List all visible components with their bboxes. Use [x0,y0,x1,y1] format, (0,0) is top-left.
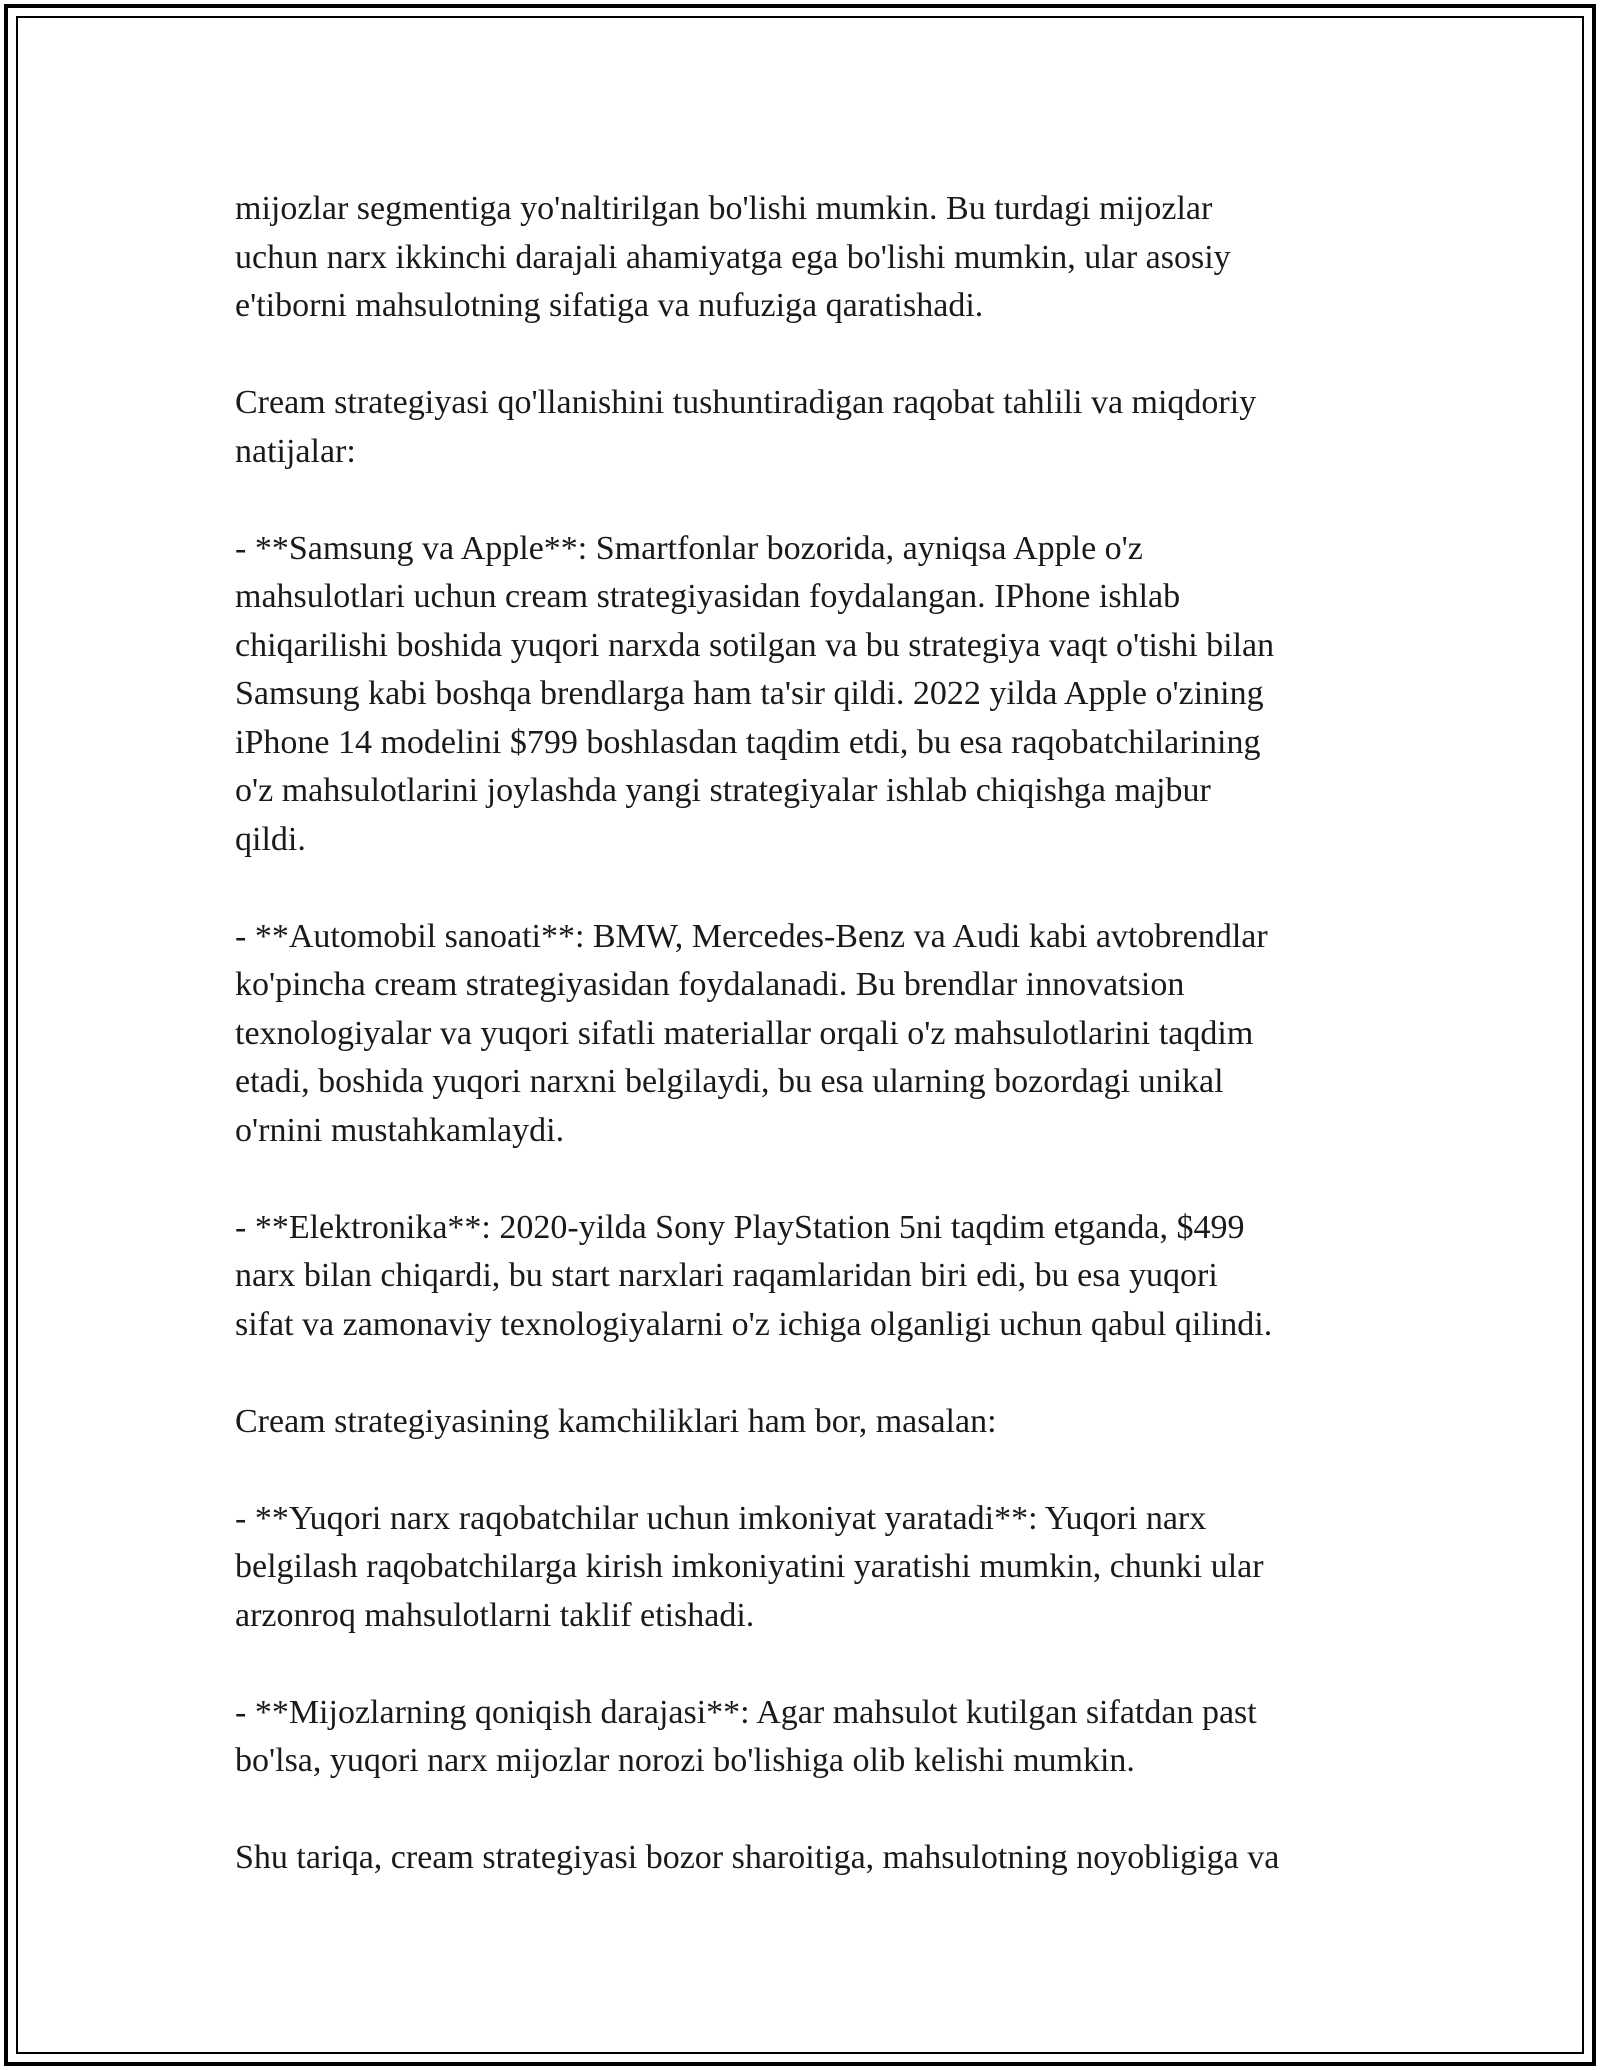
paragraph: Shu tariqa, cream strategiyasi bozor sharoitiga, mahsulotning noyobligiga va [235,1839,1280,1876]
paragraph: - **Yuqori narx raqobatchilar uchun imkoniyat yaratadi**: Yuqori narx belgilash raqobatchilarga kirish imkoniyatini yaratishi mumkin, chunki ular arzonroq mahsulotlarni taklif etishadi. [235,1499,1264,1634]
paragraph: - **Samsung va Apple**: Smartfonlar bozorida, ayniqsa Apple o'z mahsulotlari uchun cream strategiyasidan foydalangan. IPhone ishlab chiqarilishi boshida yuqori narxda sotilgan va bu strategiya vaqt o'tishi bilan Samsung kabi boshqa brendlarga ham ta'sir qildi. 2022 yilda Apple o'zining iPhone 14 modelini $799 boshlasdan taqdim etdi, bu esa raqobatchilarining o'z mahsulotlarini joylashda yangi strategiyalar ishlab chiqishga majbur qildi. [235,529,1275,858]
paragraph: Cream strategiyasi qo'llanishini tushuntiradigan raqobat tahlili va miqdoriy natijalar: [235,384,1257,470]
paragraph: - **Mijozlarning qoniqish darajasi**: Agar mahsulot kutilgan sifatdan past bo'lsa, yuqori narx mijozlar norozi bo'lishiga olib kelishi mumkin. [235,1693,1257,1779]
paragraph: - **Automobil sanoati**: BMW, Mercedes-Benz va Audi kabi avtobrendlar ko'pincha cream strategiyasidan foydalanadi. Bu brendlar innovatsion texnologiyalar va yuqori sifatli materiallar orqali o'z mahsulotlarini taqdim etadi, boshida yuqori narxni belgilaydi, bu esa ularning bozordagi unikal o'rnini mustahkamlaydi. [235,917,1268,1149]
paragraph: - **Elektronika**: 2020-yilda Sony PlayStation 5ni taqdim etganda, $499 narx bilan chiqardi, bu start narxlari raqamlaridan biri edi, bu esa yuqori sifat va zamonaviy texnologiyalarni o'z ichiga olganligi uchun qabul qilindi. [235,1208,1273,1343]
paragraph: Cream strategiyasining kamchiliklari ham bor, masalan: [235,1402,997,1440]
document-body [235,185,1375,1931]
paragraph: mijozlar segmentiga yo'naltirilgan bo'lishi mumkin. Bu turdagi mijozlar uchun narx ikkinchi darajali ahamiyatga ega bo'lishi mumkin, ular asosiy e'tiborni mahsulotning sifatiga va nufuziga qaratishadi. [235,190,1231,324]
